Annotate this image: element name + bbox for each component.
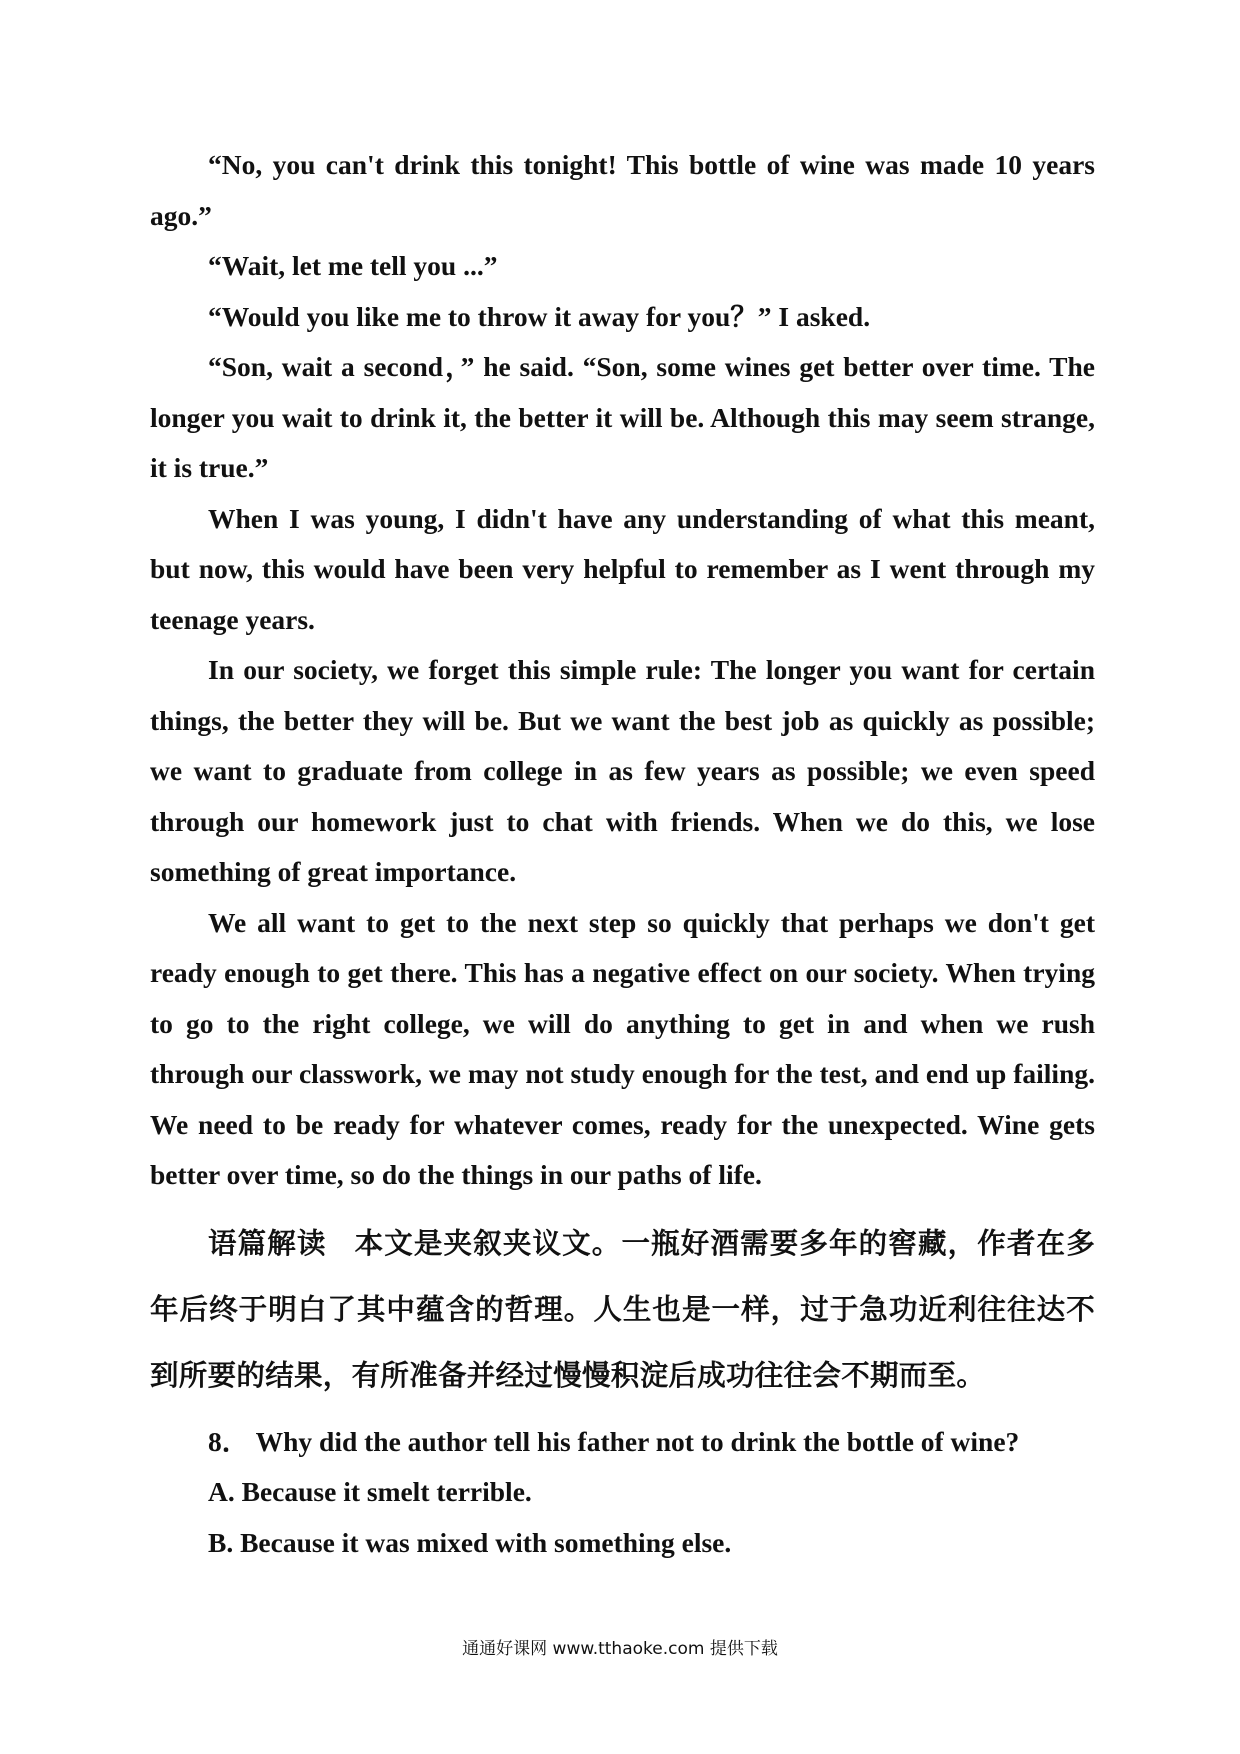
passage-paragraph-7: We all want to get to the next step so quickly that perhaps we don't get ready enough to get there. This has a negative effect on our society. When trying to go to the right college, we will do anything to get in and when we rush through our classwork, we may not study enough for the test, and end up failing. We need to be ready for whatever comes, ready for the unexpected. Wine gets better over time, so do the things in our paths of life. — [150, 906, 1095, 1190]
passage-paragraph-2: “Wait, let me tell you ...” — [208, 250, 498, 281]
reading-note-text: 本文是夹叙夹议文。一瓶好酒需要多年的窖藏，作者在多年后终于明白了其中蕴含的哲理。人生也是一样，过于急功近利往往达不到所要的结果，有所准备并经过慢慢积淀后成功往往会不期而至。 — [150, 1226, 1095, 1392]
option-b: B. Because it was mixed with something else. — [208, 1526, 732, 1558]
reading-note — [150, 1211, 1095, 1409]
passage-paragraph-4: “Son, wait a second，” he said. “Son, some wines get better over time. The longer you wait to drink it, the better it will be. Although this may seem strange, it is true.” — [150, 351, 1095, 483]
question-8: 8． Why did the author tell his father not to drink the bottle of wine? — [208, 1425, 1020, 1457]
reading-note-label: 语篇解读 — [208, 1226, 327, 1260]
passage-paragraph-6: In our society, we forget this simple rule: The longer you want for certain things, the better they will be. But we want the best job as quickly as possible; we want to graduate from college in as few years as possible; we even speed through our homework just to chat with friends. When we do this, we lose something of great importance. — [150, 654, 1095, 887]
passage-paragraph-5: When I was young, I didn't have any understanding of what this meant, but now, this would have been very helpful to remember as I went through my teenage years. — [150, 502, 1095, 635]
passage-paragraph-3: “Would you like me to throw it away for you？” I asked. — [208, 300, 871, 332]
option-a: A. Because it smelt terrible. — [208, 1476, 532, 1507]
document-page — [150, 140, 1095, 1568]
passage-paragraph-1: “No, you can't drink this tonight! This bottle of wine was made 10 years ago.” — [150, 149, 1095, 231]
page-footer: 通通好课网 www.tthaoke.com 提供下载 — [462, 1639, 778, 1659]
